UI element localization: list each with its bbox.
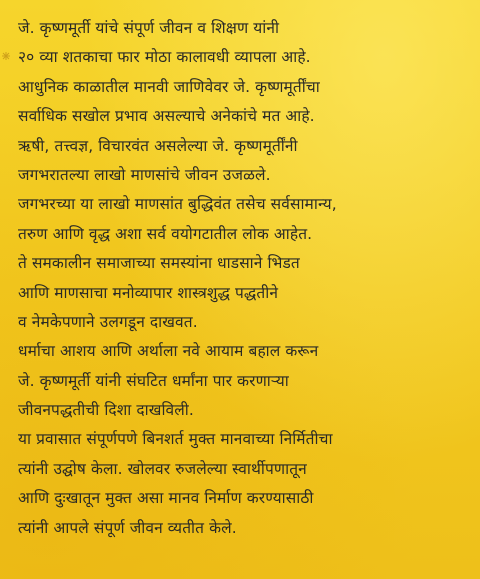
text-line: व नेमकेपणाने उलगडून दाखवत. (18, 312, 198, 331)
text-line: जे. कृष्णमूर्ती यांचे संपूर्ण जीवन व शिक्षण यांनी (18, 19, 280, 37)
text-line: जगभरातल्या लाखो माणसांचे जीवन उजळले. (18, 165, 271, 184)
text-line: धर्माचा आशय आणि अर्थाला नवे आयाम बहाल करून (18, 342, 319, 361)
paragraph-text (18, 14, 470, 543)
text-line: जे. कृष्णमूर्ती यांनी संघटित धर्मांना पार करणाऱ्या (18, 371, 289, 390)
text-line: या प्रवासात संपूर्णपणे बिनशर्त मुक्त मानवाच्या निर्मितीचा (18, 430, 333, 449)
text-line: त्यांनी आपले संपूर्ण जीवन व्यतीत केले. (18, 518, 237, 537)
text-line: त्यांनी उद्घोष केला. खोलवर रुजलेल्या स्वार्थीपणातून (18, 459, 307, 478)
text-line: जगभरच्या या लाखो माणसांत बुद्धिवंत तसेच सर्वसामान्य, (18, 195, 337, 214)
text-line: सर्वाधिक सखोल प्रभाव असल्याचे अनेकांचे मत आहे. (18, 107, 315, 126)
text-line: आधुनिक काळातील मानवी जाणिवेवर जे. कृष्णमूर्तींचा (18, 77, 320, 96)
text-line: २० व्या शतकाचा फार मोठा कालावधी व्यापला आहे. (18, 48, 311, 67)
text-line: आणि माणसाचा मनोव्यापार शास्त्रशुद्ध पद्धतीने (18, 283, 279, 302)
text-line: ऋषी, तत्त्वज्ञ, विचारवंत असलेल्या जे. कृष्णमूर्तींनी (18, 136, 298, 155)
text-line: आणि दुःखातून मुक्त असा मानव निर्माण करण्यासाठी (18, 489, 314, 508)
text-line: जीवनपद्धतीची दिशा दाखविली. (18, 401, 194, 420)
text-line: ते समकालीन समाजाच्या समस्यांना धाडसाने भिडत (18, 254, 300, 273)
text-line: तरुण आणि वृद्ध अशा सर्व वयोगटातील लोक आहेत. (18, 224, 313, 243)
asterisk-mark-icon (2, 52, 10, 60)
